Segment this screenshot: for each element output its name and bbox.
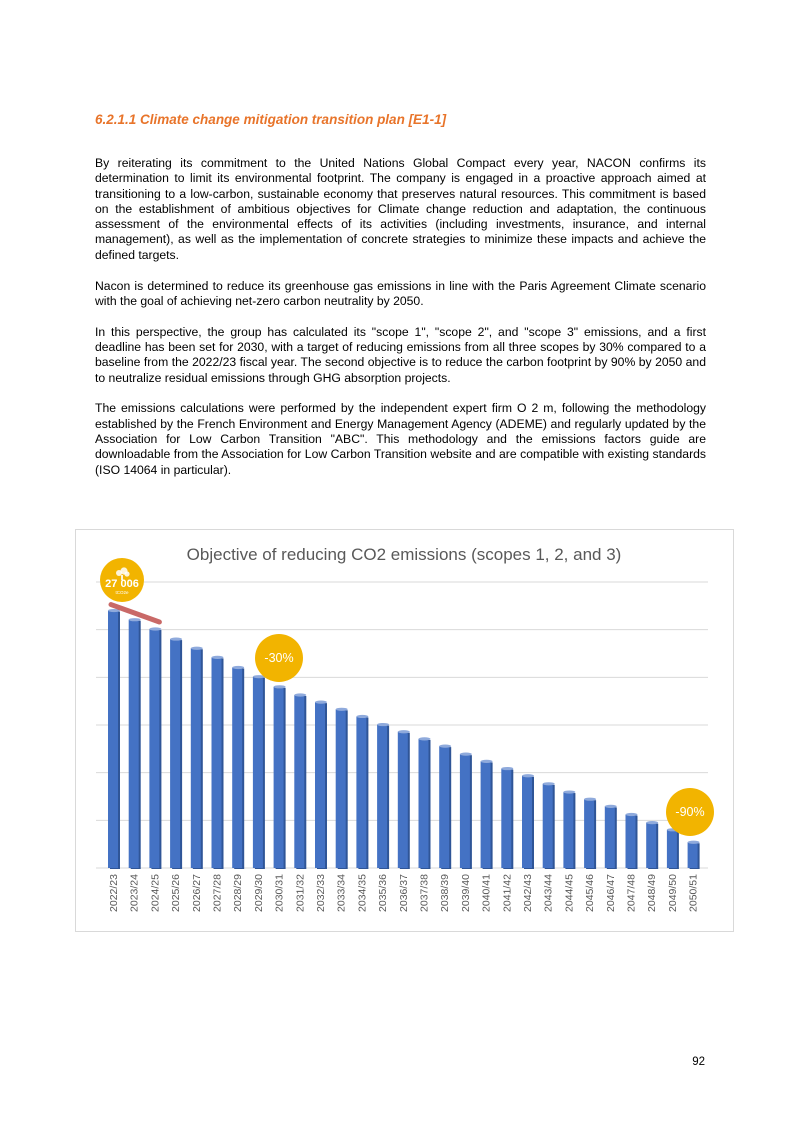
x-tick-label: 2036/37 bbox=[397, 874, 410, 912]
bar-face bbox=[563, 792, 573, 868]
bar-face bbox=[170, 639, 180, 868]
bar-top bbox=[149, 627, 161, 630]
bar-2037/38 bbox=[419, 737, 431, 869]
bar-face bbox=[439, 746, 449, 868]
bar-top bbox=[605, 805, 617, 808]
bar-face bbox=[667, 830, 677, 868]
bar-face bbox=[646, 823, 656, 868]
x-tick-label: 2024/25 bbox=[149, 874, 162, 912]
bar-top bbox=[460, 753, 472, 756]
baseline-badge-value: 27 006 bbox=[105, 578, 139, 590]
bar-2045/46 bbox=[584, 798, 596, 869]
x-tick-label: 2033/34 bbox=[335, 874, 348, 912]
bar-face bbox=[481, 761, 491, 868]
bar-top bbox=[688, 841, 700, 844]
paragraph-paris-agreement: Nacon is determined to reduce its greenhouse gas emissions in line with the Paris Agreement Climate scenario with the goal of achieving net-zero carbon neutrality by 2050. bbox=[95, 278, 706, 308]
bar-face bbox=[398, 732, 408, 868]
bar-face bbox=[315, 702, 325, 868]
x-tick-label: 2043/44 bbox=[542, 874, 555, 912]
bar-top bbox=[191, 647, 203, 650]
baseline-badge-unit: tCO2e bbox=[115, 590, 129, 595]
bar-2040/41 bbox=[481, 760, 493, 869]
bar-top bbox=[336, 708, 348, 711]
bar-2035/36 bbox=[377, 723, 389, 869]
bar-top bbox=[232, 666, 244, 669]
x-tick-label: 2031/32 bbox=[294, 874, 307, 912]
bar-2029/30 bbox=[253, 675, 265, 869]
bar-face bbox=[688, 842, 698, 868]
x-tick-label: 2040/41 bbox=[480, 874, 493, 912]
reduction-90-label: -90% bbox=[675, 805, 705, 819]
reduction-90-badge bbox=[666, 788, 714, 836]
bar-2043/44 bbox=[543, 782, 555, 869]
bar-top bbox=[563, 790, 575, 793]
x-tick-label: 2028/29 bbox=[232, 874, 245, 912]
bar-face bbox=[356, 716, 366, 868]
emissions-chart-svg bbox=[76, 530, 733, 931]
bar-2032/33 bbox=[315, 701, 327, 869]
bar-2044/45 bbox=[563, 790, 575, 869]
bar-2034/35 bbox=[356, 715, 368, 869]
bar-face bbox=[149, 629, 159, 868]
bar-face bbox=[522, 776, 532, 868]
x-tick-label: 2045/46 bbox=[584, 874, 597, 912]
x-tick-label: 2034/35 bbox=[356, 874, 369, 912]
chart-x-tick-labels bbox=[108, 874, 700, 912]
bar-face bbox=[191, 648, 201, 868]
bar-top bbox=[315, 701, 327, 704]
bar-2033/34 bbox=[336, 708, 348, 869]
x-tick-label: 2042/43 bbox=[522, 874, 534, 912]
bar-top bbox=[294, 693, 306, 696]
body-text bbox=[95, 156, 706, 493]
bar-top bbox=[584, 798, 596, 801]
bar-face bbox=[501, 769, 511, 868]
bar-top bbox=[626, 813, 638, 816]
paragraph-methodology: The emissions calculations were performed by the independent expert firm O 2 m, following the methodology established by the French Environment and Energy Management Agency (ADEME) and regularly updated by the Association for Low Carbon Transition "ABC". This methodology and the emissions factors guide are downloadable from the Association for Low Carbon Transition website and are compatible with existing standards (ISO 14064 in particular). bbox=[95, 401, 706, 477]
x-tick-label: 2027/28 bbox=[211, 874, 224, 912]
reduction-30-badge bbox=[255, 634, 303, 682]
chart-title: Objective of reducing CO2 emissions (scopes 1, 2, and 3) bbox=[186, 545, 622, 564]
bar-face bbox=[419, 739, 429, 868]
bar-top bbox=[356, 715, 368, 718]
x-tick-label: 2039/40 bbox=[459, 874, 472, 912]
bar-2030/31 bbox=[274, 685, 286, 869]
x-tick-label: 2037/38 bbox=[418, 874, 431, 912]
bar-2046/47 bbox=[605, 805, 617, 869]
bar-2041/42 bbox=[501, 767, 513, 869]
x-tick-label: 2029/30 bbox=[252, 874, 265, 912]
bar-face bbox=[336, 709, 346, 868]
bar-face bbox=[543, 784, 553, 868]
bar-face bbox=[584, 799, 594, 868]
chart-bars bbox=[108, 609, 700, 869]
reduction-30-label: -30% bbox=[264, 651, 294, 665]
x-tick-label: 2022/23 bbox=[108, 874, 120, 912]
bar-2025/26 bbox=[170, 637, 182, 869]
bar-top bbox=[439, 744, 451, 747]
x-tick-label: 2044/45 bbox=[563, 874, 576, 912]
bar-top bbox=[419, 737, 431, 740]
bar-top bbox=[398, 730, 410, 733]
x-tick-label: 2035/36 bbox=[377, 874, 390, 912]
x-tick-label: 2048/49 bbox=[646, 874, 659, 912]
emissions-chart bbox=[75, 529, 734, 932]
section-heading: 6.2.1.1 Climate change mitigation transition plan [E1-1] bbox=[95, 112, 447, 127]
bar-top bbox=[170, 637, 182, 640]
x-tick-label: 2030/31 bbox=[273, 874, 286, 912]
bar-face bbox=[253, 677, 263, 868]
bar-2036/37 bbox=[398, 730, 410, 869]
x-tick-label: 2049/50 bbox=[666, 874, 679, 912]
x-tick-label: 2047/48 bbox=[625, 874, 638, 912]
x-tick-label: 2032/33 bbox=[315, 874, 327, 912]
bar-top bbox=[129, 618, 141, 621]
bar-face bbox=[605, 806, 615, 868]
bar-top bbox=[646, 821, 658, 824]
x-tick-label: 2025/26 bbox=[170, 874, 183, 912]
bar-2027/28 bbox=[212, 656, 224, 869]
bar-2024/25 bbox=[149, 627, 161, 869]
x-tick-label: 2050/51 bbox=[687, 874, 700, 912]
bar-2028/29 bbox=[232, 666, 244, 869]
x-tick-label: 2038/39 bbox=[439, 874, 452, 912]
bar-2042/43 bbox=[522, 774, 534, 869]
x-tick-label: 2046/47 bbox=[604, 874, 617, 912]
bar-face bbox=[626, 815, 636, 868]
bar-face bbox=[232, 668, 242, 868]
bar-top bbox=[501, 767, 513, 770]
bar-2038/39 bbox=[439, 744, 451, 869]
bar-2047/48 bbox=[626, 813, 638, 869]
bar-face bbox=[460, 754, 470, 868]
bar-2048/49 bbox=[646, 821, 658, 869]
bar-2050/51 bbox=[688, 841, 700, 869]
x-tick-label: 2023/24 bbox=[128, 874, 141, 912]
bar-2023/24 bbox=[129, 618, 141, 869]
bar-top bbox=[522, 774, 534, 777]
bar-2031/32 bbox=[294, 693, 306, 869]
bar-2022/23 bbox=[108, 609, 120, 869]
bar-face bbox=[129, 620, 139, 868]
bar-top bbox=[274, 685, 286, 688]
bar-face bbox=[212, 657, 222, 868]
bar-top bbox=[543, 782, 555, 785]
bar-face bbox=[274, 687, 284, 868]
paragraph-commitment: By reiterating its commitment to the United Nations Global Compact every year, NACON confirms its determination to limit its environmental footprint. The company is engaged in a proactive approach aimed at transitioning to a low-carbon, sustainable economy that preserves natural resources. This commitment is based on the establishment of ambitious objectives for Climate change reduction and adaptation, the continuous assessment of the environmental effects of its activities (including investments, insurance, and internal management), as well as the implementation of concrete strategies to minimize these impacts and achieve the defined targets. bbox=[95, 156, 706, 262]
bar-face bbox=[377, 725, 387, 868]
bar-top bbox=[377, 723, 389, 726]
bar-face bbox=[294, 695, 304, 868]
bar-2049/50 bbox=[667, 828, 679, 869]
x-tick-label: 2026/27 bbox=[190, 874, 203, 912]
bar-2039/40 bbox=[460, 753, 472, 869]
bar-top bbox=[212, 656, 224, 659]
bar-2026/27 bbox=[191, 647, 203, 869]
page-number: 92 bbox=[692, 1056, 705, 1068]
bar-top bbox=[481, 760, 493, 763]
paragraph-scopes: In this perspective, the group has calculated its "scope 1", "scope 2", and "scope 3" emissions, and a first deadline has been set for 2030, with a target of reducing emissions from all three scopes by 30% compared to a baseline from the 2022/23 fiscal year. The second objective is to reduce the carbon footprint by 90% by 2050 and to neutralize residual emissions through GHG absorption projects. bbox=[95, 324, 706, 385]
bar-face bbox=[108, 611, 118, 868]
baseline-badge bbox=[100, 558, 144, 602]
x-tick-label: 2041/42 bbox=[501, 874, 514, 912]
